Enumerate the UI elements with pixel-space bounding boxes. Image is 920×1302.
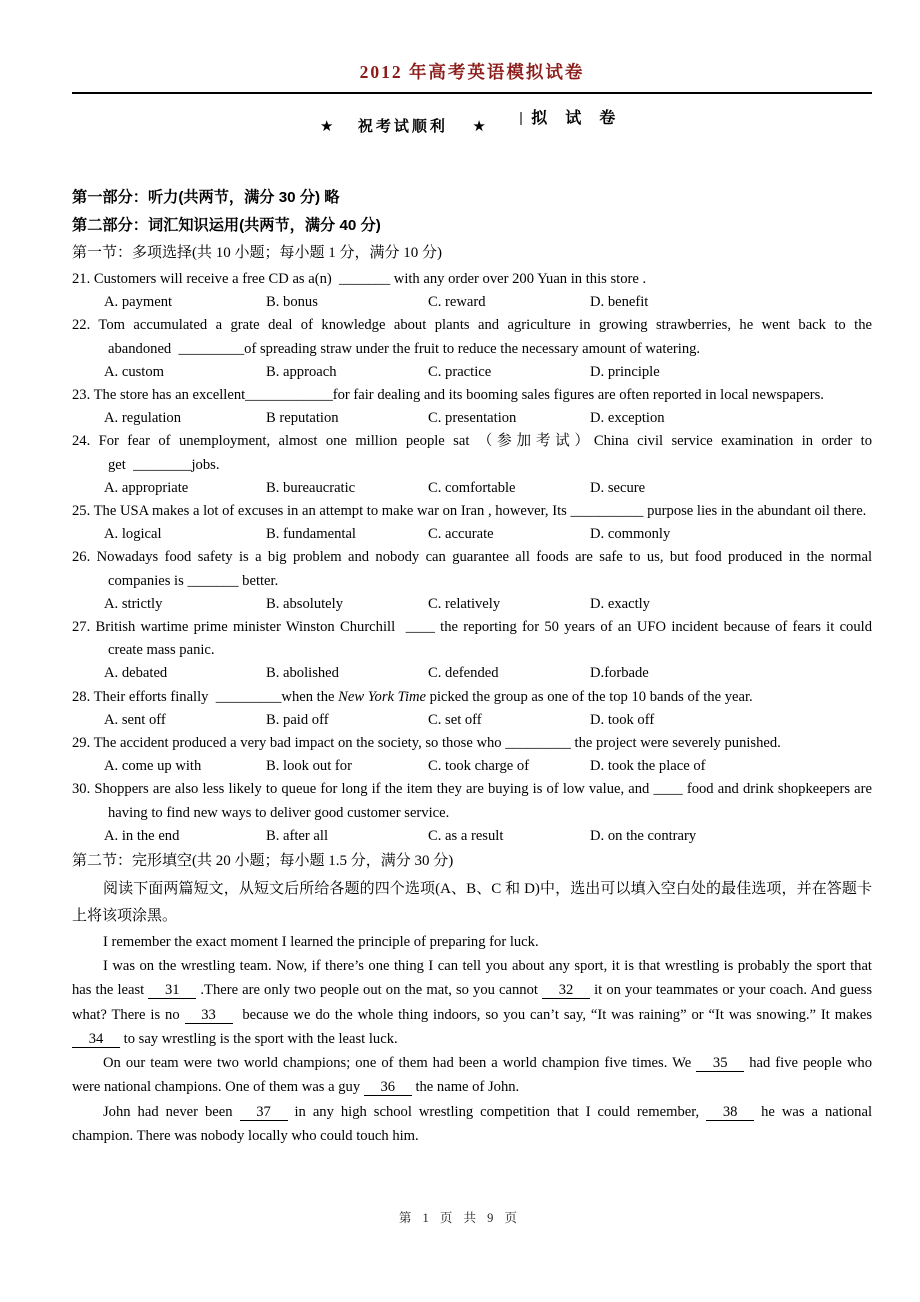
option: B reputation [266,410,339,427]
option: D. commonly [590,526,671,543]
wish-text: 祝考试顺利 [357,118,448,135]
italic-text: New York Time [338,688,427,705]
section1-heading: 第一节：多项选择(共 10 小题；每小题 1 分，满分 10 分) [72,245,442,261]
option: D. took off [590,711,655,728]
question-list [72,268,872,848]
header-gap [72,140,872,184]
option: A. strictly [104,595,163,612]
option: B. approach [266,363,337,380]
wish-row [72,110,872,140]
question-text: 28. Their efforts finally _________when the New York Time picked the group as one of the top 10 bands of the year. [72,688,753,705]
part2-heading: 第二部分：词汇知识运用(共两节，满分 40 分) [72,217,381,234]
cloze-blank: 38 [706,1105,754,1121]
question-text: 24. For fear of unemployment, almost one million people sat （参加考试）China civil service examination in order to get ________jobs. [72,433,872,473]
star-icon: ★ [320,118,334,135]
options-row [72,709,872,732]
options-row [72,407,872,430]
option: A. debated [104,665,168,682]
option: B. fundamental [266,526,356,543]
options-row [72,361,872,384]
option: B. bonus [266,294,318,311]
option: A. logical [104,526,162,543]
question-text: 29. The accident produced a very bad impact on the society, so those who _________ the project were severely punished. [72,735,781,752]
question-text: 23. The store has an excellent____________for fair dealing and its booming sales figures are often reported in local newspapers. [72,387,824,404]
question-text: 21. Customers will receive a free CD as a(n) _______ with any order over 200 Yuan in this store . [72,271,647,287]
cloze-blank: 36 [364,1080,412,1096]
option: D. exception [590,410,665,427]
cloze-paragraph: I was on the wrestling team. Now, if there’s one thing I can tell you about any sport, it is that wrestling is probably the sport that has the least 31 .There are only two people out on the mat, so you cannot 32 it on your teammates or your coach. And guess what? There is no 33 because we do the whole thing indoors, so you can’t say, “It was raining” or “It was snowing.” It makes 34 to say wrestling is the sport with the least luck. [72,958,873,1047]
header-divider [72,92,872,94]
part1-heading: 第一部分：听力(共两节，满分 30 分) 略 [72,189,340,206]
page-content [72,60,872,1148]
question-text: 22. Tom accumulated a grate deal of knowledge about plants and agriculture in growing strawberries, he went back to the abandoned _________of spreading straw under the fruit to reduce the necessary amount of watering. [72,317,872,357]
option: D. took the place of [590,758,706,775]
page-footer: 第 1 页 共 9 页 [398,1211,522,1225]
options-row [72,662,872,685]
cloze-blank: 33 [185,1008,233,1024]
option: C. relatively [428,595,501,612]
star-icon: ★ [472,118,486,135]
cloze-blank: 37 [240,1105,288,1121]
option: D. secure [590,479,646,496]
option: C. set off [428,711,482,728]
option: B. look out for [266,758,352,775]
option: C. defended [428,665,499,682]
option: C. practice [428,363,492,380]
options-row [72,523,872,546]
question-text: 26. Nowadays food safety is a big problem and nobody can guarantee all foods are safe to us, but food produced in the normal companies is _______ better. [72,549,872,589]
question-text: 27. British wartime prime minister Winston Churchill ____ the reporting for 50 years of an UFO incident because of fears it could create mass panic. [72,619,872,659]
cloze-paragraph: I remember the exact moment I learned the principle of preparing for luck. [103,934,539,951]
option: C. took charge of [428,758,530,775]
option: C. as a result [428,827,504,844]
option: D. exactly [590,595,650,612]
option: A. in the end [104,827,180,844]
option: B. after all [266,827,328,844]
option: A. payment [104,294,173,311]
option: C. comfortable [428,479,516,496]
cloze-blank: 32 [542,983,590,999]
option: A. regulation [104,410,182,427]
cloze-paragraph: On our team were two world champions; one of them had been a world champion five times. We 35 had five people who were national champions. One of them was a guy 36 the name of John. [72,1055,872,1096]
options-row [72,291,872,314]
option: A. custom [104,363,164,380]
option: B. absolutely [266,595,344,612]
option: D. on the contrary [590,827,697,844]
option: C. presentation [428,410,517,427]
section2-heading: 第二节：完形填空(共 20 小题；每小题 1.5 分，满分 30 分) [72,853,454,870]
cloze-blank: 31 [148,983,196,999]
option: C. reward [428,294,486,311]
cloze-passage [72,930,872,1148]
question-text: 25. The USA makes a lot of excuses in an attempt to make war on Iran , however, Its __________ purpose lies in the abundant oil there. [72,503,867,520]
artifact-tick [520,112,522,125]
cloze-instruction: 阅读下面两篇短文，从短文后所给各题的四个选项(A、B、C 和 D)中，选出可以填入空白处的最佳选项，并在答题卡上将该项涂黑。 [72,881,872,925]
option: B. bureaucratic [266,479,356,496]
option: D.forbade [590,665,649,682]
paper-type-label: 拟 试 卷 [531,110,623,127]
cloze-paragraph: John had never been 37 in any high school wrestling competition that I could remember, 38 he was a national champion. There was nobody locally who could touch him. [72,1103,873,1144]
options-row [72,825,872,848]
options-row [72,593,872,616]
option: A. sent off [104,711,166,728]
option: A. come up with [104,758,202,775]
options-row [72,477,872,500]
page-title: 2012 年高考英语模拟试卷 [359,62,585,82]
option: C. accurate [428,526,494,543]
options-row [72,755,872,778]
paper-type-overlay [520,106,622,132]
option: B. paid off [266,711,329,728]
question-text: 30. Shoppers are also less likely to queue for long if the item they are buying is of low value, and ____ food and drink shopkeepers are having to find new ways to deliver good customer service. [72,781,872,821]
cloze-blank: 34 [72,1032,120,1048]
option: D. principle [590,363,660,380]
option: A. appropriate [104,479,189,496]
option: D. benefit [590,294,649,311]
option: B. abolished [266,665,339,682]
cloze-blank: 35 [696,1056,744,1072]
